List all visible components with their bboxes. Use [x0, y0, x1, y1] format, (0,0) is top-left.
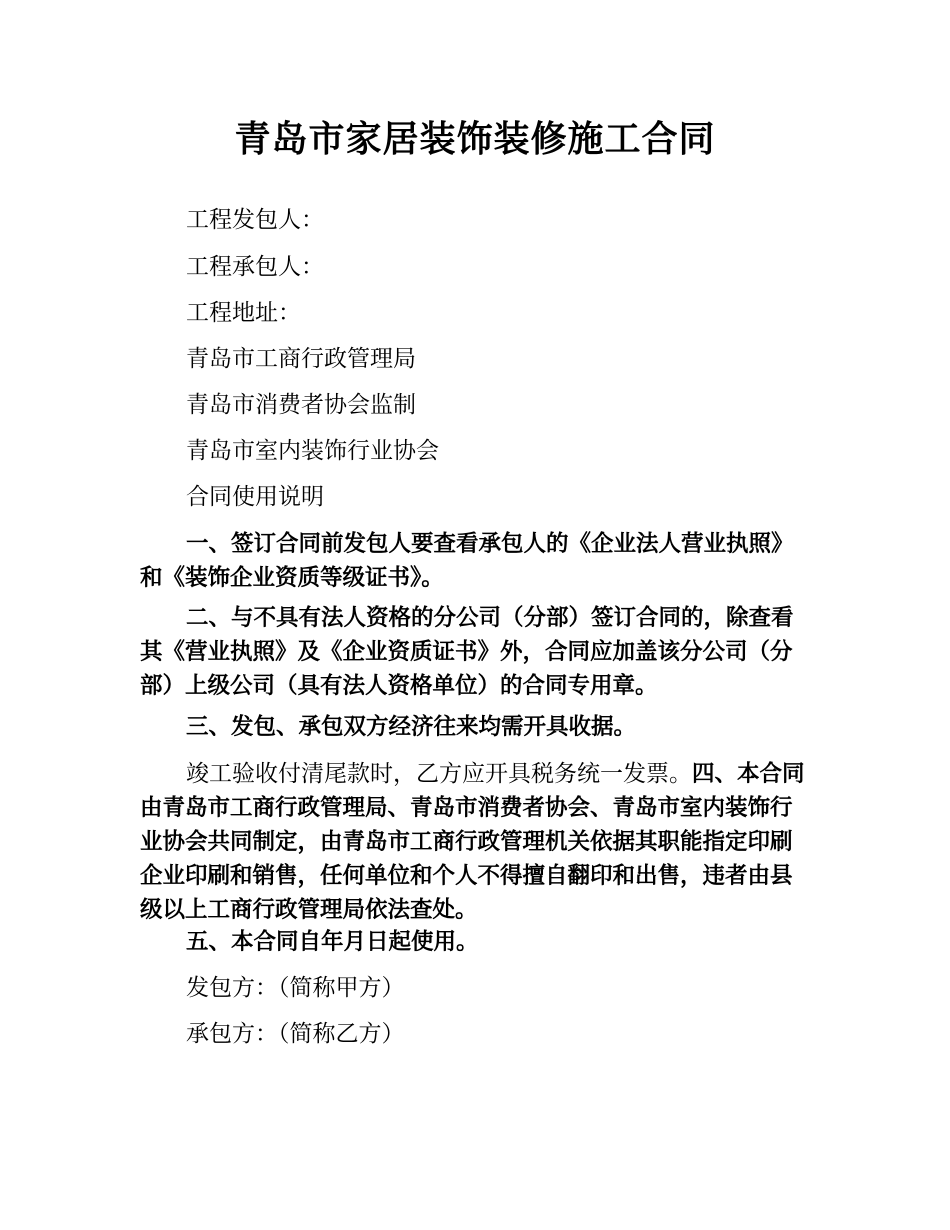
document-title: 青岛市家居装饰装修施工合同 — [234, 119, 716, 160]
clause-2: 二、与不具有法人资格的分公司（分部）签订合同的，除查看其《营业执照》及《企业资质证书》外，合同应加盖该分公司（分部）上级公司（具有法人资格单位）的合同专用章。 — [140, 605, 794, 699]
clause-3-tail: 竣工验收付清尾款时，乙方应开具税务统一发票。 — [186, 761, 692, 787]
employer-line: 工程发包人： — [186, 207, 324, 233]
contractor-line: 工程承包人： — [186, 254, 324, 280]
clause-5: 五、本合同自年月日起使用。 — [186, 929, 479, 955]
issuer-line-3: 青岛市室内装饰行业协会 — [186, 438, 439, 464]
issuer-line-1: 青岛市工商行政管理局 — [186, 346, 416, 372]
instructions-heading: 合同使用说明 — [186, 484, 324, 510]
address-line: 工程地址： — [186, 300, 301, 326]
clause-4: 四、本合同由青岛市工商行政管理局、青岛市消费者协会、青岛市室内装饰行业协会共同制定，由青岛市工商行政管理机关依据其职能指定印刷企业印刷和销售，任何单位和个人不得擅自翻印和出售，违者由县级以上工商行政管理局依法查处。 — [140, 761, 805, 923]
issuer-line-2: 青岛市消费者协会监制 — [186, 392, 416, 418]
party-a-line: 发包方：（简称甲方） — [186, 975, 405, 1001]
clause-1: 一、签订合同前发包人要查看承包人的《企业法人营业执照》和《装饰企业资质等级证书》。 — [140, 531, 794, 591]
clause-3-4-paragraph — [140, 757, 812, 927]
party-b-line: 承包方：（简称乙方） — [186, 1021, 405, 1047]
clause-3: 三、发包、承包双方经济往来均需开具收据。 — [186, 714, 637, 740]
